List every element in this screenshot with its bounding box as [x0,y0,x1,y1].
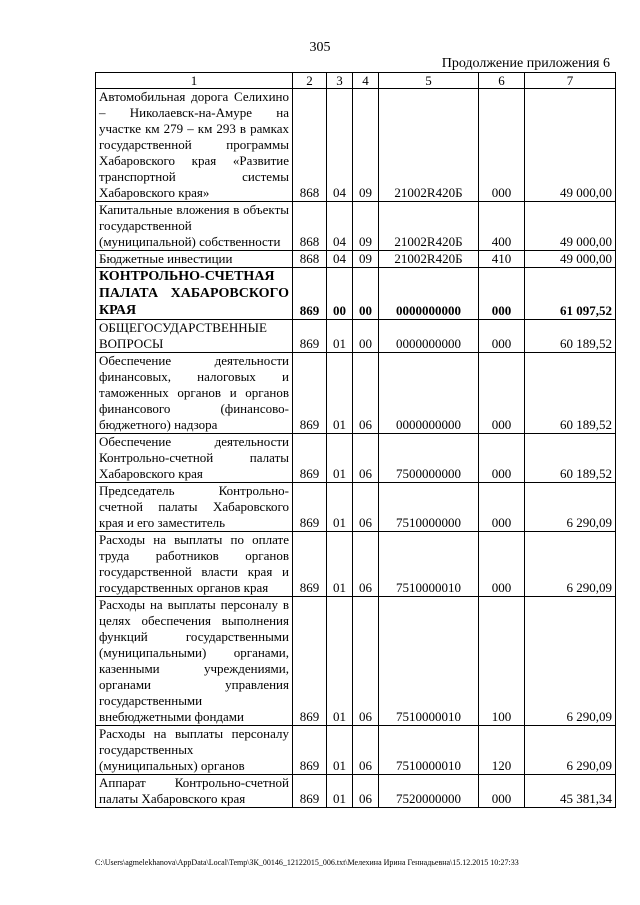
table-row [96,483,616,532]
table-body [96,89,616,808]
target-article: 7510000000 [379,483,479,532]
row-name: ОБЩЕГОСУДАРСТВЕННЫЕ ВОПРОСЫ [96,320,293,353]
section-code: 00 [327,268,353,320]
row-name: Председатель Контрольно-счетной палаты Хабаровского края и его заместитель [96,483,293,532]
row-name: Бюджетные инвестиции [96,251,293,268]
table-row [96,268,616,320]
header-col-5: 5 [379,73,479,89]
admin-code: 869 [293,775,327,808]
target-article: 21002R420Б [379,202,479,251]
target-article: 21002R420Б [379,251,479,268]
subsection-code: 09 [353,89,379,202]
target-article: 0000000000 [379,320,479,353]
header-col-7: 7 [525,73,616,89]
admin-code: 869 [293,268,327,320]
header-col-2: 2 [293,73,327,89]
admin-code: 868 [293,251,327,268]
target-article: 7510000010 [379,726,479,775]
section-code: 04 [327,251,353,268]
target-article: 21002R420Б [379,89,479,202]
section-code: 01 [327,532,353,597]
section-code: 01 [327,483,353,532]
subsection-code: 06 [353,434,379,483]
table-row [96,320,616,353]
admin-code: 869 [293,353,327,434]
expense-type: 000 [479,434,525,483]
expense-type: 000 [479,268,525,320]
table-row [96,202,616,251]
continuation-label: Продолжение приложения 6 [441,56,610,71]
admin-code: 868 [293,89,327,202]
section-code: 01 [327,434,353,483]
subsection-code: 00 [353,268,379,320]
budget-table [95,72,616,808]
admin-code: 869 [293,726,327,775]
table-row [96,251,616,268]
section-code: 04 [327,89,353,202]
subsection-code: 06 [353,726,379,775]
amount: 49 000,00 [525,251,616,268]
row-name: Обеспечение деятельности Контрольно-счетной палаты Хабаровского края [96,434,293,483]
section-code: 04 [327,202,353,251]
header-row [96,73,616,89]
amount: 60 189,52 [525,353,616,434]
table-row [96,597,616,726]
table-row [96,775,616,808]
section-code: 01 [327,775,353,808]
subsection-code: 06 [353,353,379,434]
section-code: 01 [327,726,353,775]
header-col-1: 1 [96,73,293,89]
section-code: 01 [327,320,353,353]
expense-type: 000 [479,320,525,353]
admin-code: 868 [293,202,327,251]
amount: 60 189,52 [525,320,616,353]
subsection-code: 06 [353,597,379,726]
row-name: Автомобильная дорога Селихино – Николаевск-на-Амуре на участке км 279 – км 293 в рамках государственной программы Хабаровского края «Развитие транспортной системы Хабаровского края» [96,89,293,202]
expense-type: 000 [479,483,525,532]
target-article: 7500000000 [379,434,479,483]
amount: 6 290,09 [525,532,616,597]
target-article: 0000000000 [379,353,479,434]
admin-code: 869 [293,320,327,353]
admin-code: 869 [293,532,327,597]
target-article: 0000000000 [379,268,479,320]
admin-code: 869 [293,434,327,483]
target-article: 7520000000 [379,775,479,808]
row-name: Аппарат Контрольно-счетной палаты Хабаровского края [96,775,293,808]
page-number: 305 [309,40,331,55]
amount: 60 189,52 [525,434,616,483]
amount: 6 290,09 [525,597,616,726]
row-name: КОНТРОЛЬНО-СЧЕТНАЯ ПАЛАТА ХАБАРОВСКОГО КРАЯ [96,268,293,320]
row-name: Капитальные вложения в объекты государственной (муниципальной) собственности [96,202,293,251]
amount: 61 097,52 [525,268,616,320]
expense-type: 400 [479,202,525,251]
target-article: 7510000010 [379,597,479,726]
subsection-code: 09 [353,251,379,268]
expense-type: 000 [479,353,525,434]
amount: 49 000,00 [525,202,616,251]
expense-type: 410 [479,251,525,268]
section-code: 01 [327,353,353,434]
row-name: Расходы на выплаты персоналу государственных (муниципальных) органов [96,726,293,775]
file-path-footer: C:\Users\agmelekhanova\AppData\Local\Temp\ЗК_00146_12122015_006.txt\Мелехина Ирина Геннадьевна\15.12.2015 10:27:33 [95,858,519,867]
header-col-6: 6 [479,73,525,89]
header-col-4: 4 [353,73,379,89]
subsection-code: 00 [353,320,379,353]
expense-type: 100 [479,597,525,726]
amount: 6 290,09 [525,483,616,532]
table-row [96,89,616,202]
subsection-code: 06 [353,483,379,532]
expense-type: 000 [479,89,525,202]
subsection-code: 06 [353,532,379,597]
table-row [96,434,616,483]
table-row [96,532,616,597]
header-col-3: 3 [327,73,353,89]
row-name: Обеспечение деятельности финансовых, налоговых и таможенных органов и органов финансового (финансово-бюджетного) надзора [96,353,293,434]
section-code: 01 [327,597,353,726]
expense-type: 000 [479,775,525,808]
row-name: Расходы на выплаты персоналу в целях обеспечения выполнения функций государственными (муниципальными) органами, казенными учреждениями, органами управления государственными внебюджетными фондами [96,597,293,726]
target-article: 7510000010 [379,532,479,597]
row-name: Расходы на выплаты по оплате труда работников органов государственной власти края и государственных органов края [96,532,293,597]
amount: 6 290,09 [525,726,616,775]
subsection-code: 06 [353,775,379,808]
amount: 45 381,34 [525,775,616,808]
expense-type: 120 [479,726,525,775]
expense-type: 000 [479,532,525,597]
admin-code: 869 [293,483,327,532]
admin-code: 869 [293,597,327,726]
table-row [96,353,616,434]
table-row [96,726,616,775]
subsection-code: 09 [353,202,379,251]
amount: 49 000,00 [525,89,616,202]
